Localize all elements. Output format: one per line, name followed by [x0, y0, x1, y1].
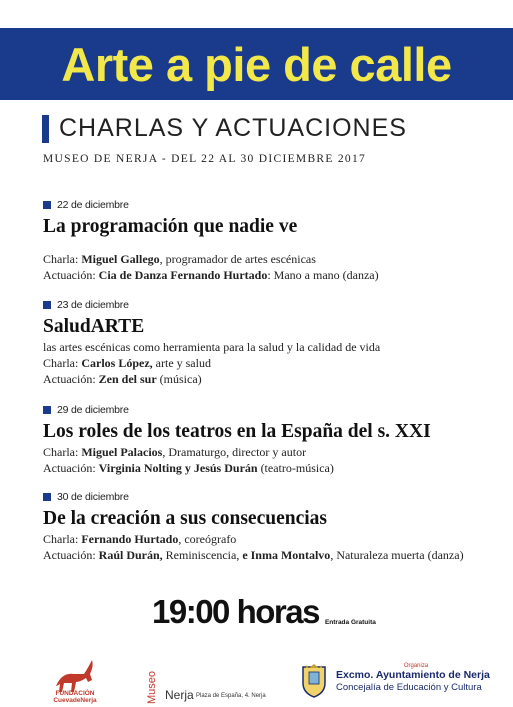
event-title: De la creación a sus consecuencias — [43, 508, 327, 529]
speaker-name: Carlos López, — [81, 356, 153, 370]
talk-line — [43, 251, 503, 267]
performance-line — [43, 547, 503, 563]
date-square-icon — [43, 406, 51, 414]
performance-label: Actuación: — [43, 372, 99, 386]
performance-detail: (teatro-música) — [257, 461, 334, 475]
speaker-name: Miguel Palacios — [81, 445, 163, 459]
event-title: Los roles de los teatros en la España del s. XXI — [43, 421, 431, 442]
speaker-role: arte y salud — [152, 356, 211, 370]
section-heading-text: CHARLAS Y ACTUACIONES — [59, 114, 407, 142]
speaker-name: Fernando Hurtado — [81, 532, 179, 546]
talk-line — [43, 531, 503, 547]
heading-accent-bar — [42, 115, 49, 143]
talk-label: Charla: — [43, 532, 82, 546]
organizer-department: Concejalía de Educación y Cultura — [336, 682, 482, 693]
talk-label: Charla: — [43, 445, 82, 459]
performer-name-2: e Inma Montalvo — [242, 548, 331, 562]
speaker-role: , Dramaturgo, director y autor — [162, 445, 307, 459]
performance-line — [43, 371, 503, 387]
performance-detail: (música) — [156, 372, 202, 386]
performance-line — [43, 267, 503, 283]
event-2 — [43, 298, 503, 387]
museo-nerja-text: Nerja — [165, 688, 194, 702]
title-banner — [0, 28, 513, 100]
event-title: La programación que nadie ve — [43, 216, 298, 237]
performance-detail-2: , Naturaleza muerta (danza) — [330, 548, 464, 562]
free-entry-note: Entrada Gratuita — [324, 619, 376, 626]
event-3 — [43, 403, 503, 476]
talk-line — [43, 444, 503, 460]
fundacion-line-1: FUNDACIÓN — [55, 690, 95, 697]
talk-line — [43, 355, 503, 371]
talk-label: Charla: — [43, 252, 82, 266]
speaker-role: , programador de artes escénicas — [159, 252, 316, 266]
venue-dates: MUSEO DE NERJA - DEL 22 AL 30 DICIEMBRE 2017 — [43, 153, 367, 165]
performer-name: Cia de Danza Fernando Hurtado — [98, 268, 268, 282]
event-subtitle: las artes escénicas como herramienta para la salud y la calidad de vida — [43, 340, 381, 354]
event-date-row — [43, 490, 503, 503]
museo-logo-text: Museo — [146, 670, 158, 704]
event-title: SaludARTE — [43, 316, 145, 337]
event-date: 29 de diciembre — [57, 403, 129, 416]
performer-name: Zen del sur — [98, 372, 157, 386]
talk-label: Charla: — [43, 356, 82, 370]
fundacion-name — [40, 690, 110, 704]
fundacion-line-2: CuevadeNerja — [53, 697, 97, 704]
museum-address: Plaza de España, 4. Nerja — [196, 693, 266, 699]
event-date: 22 de diciembre — [57, 198, 129, 211]
speaker-role: , coreógrafo — [178, 532, 237, 546]
organizer-label: Organiza — [403, 663, 429, 669]
event-date-row — [43, 198, 503, 211]
performance-line — [43, 460, 503, 476]
town-crest-icon — [300, 663, 328, 699]
speaker-name: Miguel Gallego — [81, 252, 160, 266]
performance-label: Actuación: — [43, 461, 99, 475]
event-date-row — [43, 298, 503, 311]
performer-name: Virginia Nolting y Jesús Durán — [98, 461, 258, 475]
date-square-icon — [43, 493, 51, 501]
start-time: 19:00 horas — [152, 593, 319, 630]
performance-label: Actuación: — [43, 268, 99, 282]
organizer-name: Excmo. Ayuntamiento de Nerja — [336, 669, 490, 681]
event-date: 30 de diciembre — [57, 490, 129, 503]
date-square-icon — [43, 201, 51, 209]
performance-label: Actuación: — [43, 548, 99, 562]
performance-detail: : Mano a mano (danza) — [267, 268, 379, 282]
poster-title: Arte a pie de calle — [61, 37, 452, 91]
performer-name: Raúl Durán, — [98, 548, 163, 562]
organizer-block — [336, 663, 496, 694]
event-date-row — [43, 403, 503, 416]
section-heading — [42, 114, 407, 143]
event-1 — [43, 198, 503, 283]
schedule-time — [152, 594, 376, 630]
event-4 — [43, 490, 503, 563]
date-square-icon — [43, 301, 51, 309]
performance-detail: Reminiscencia, — [162, 548, 243, 562]
event-date: 23 de diciembre — [57, 298, 129, 311]
